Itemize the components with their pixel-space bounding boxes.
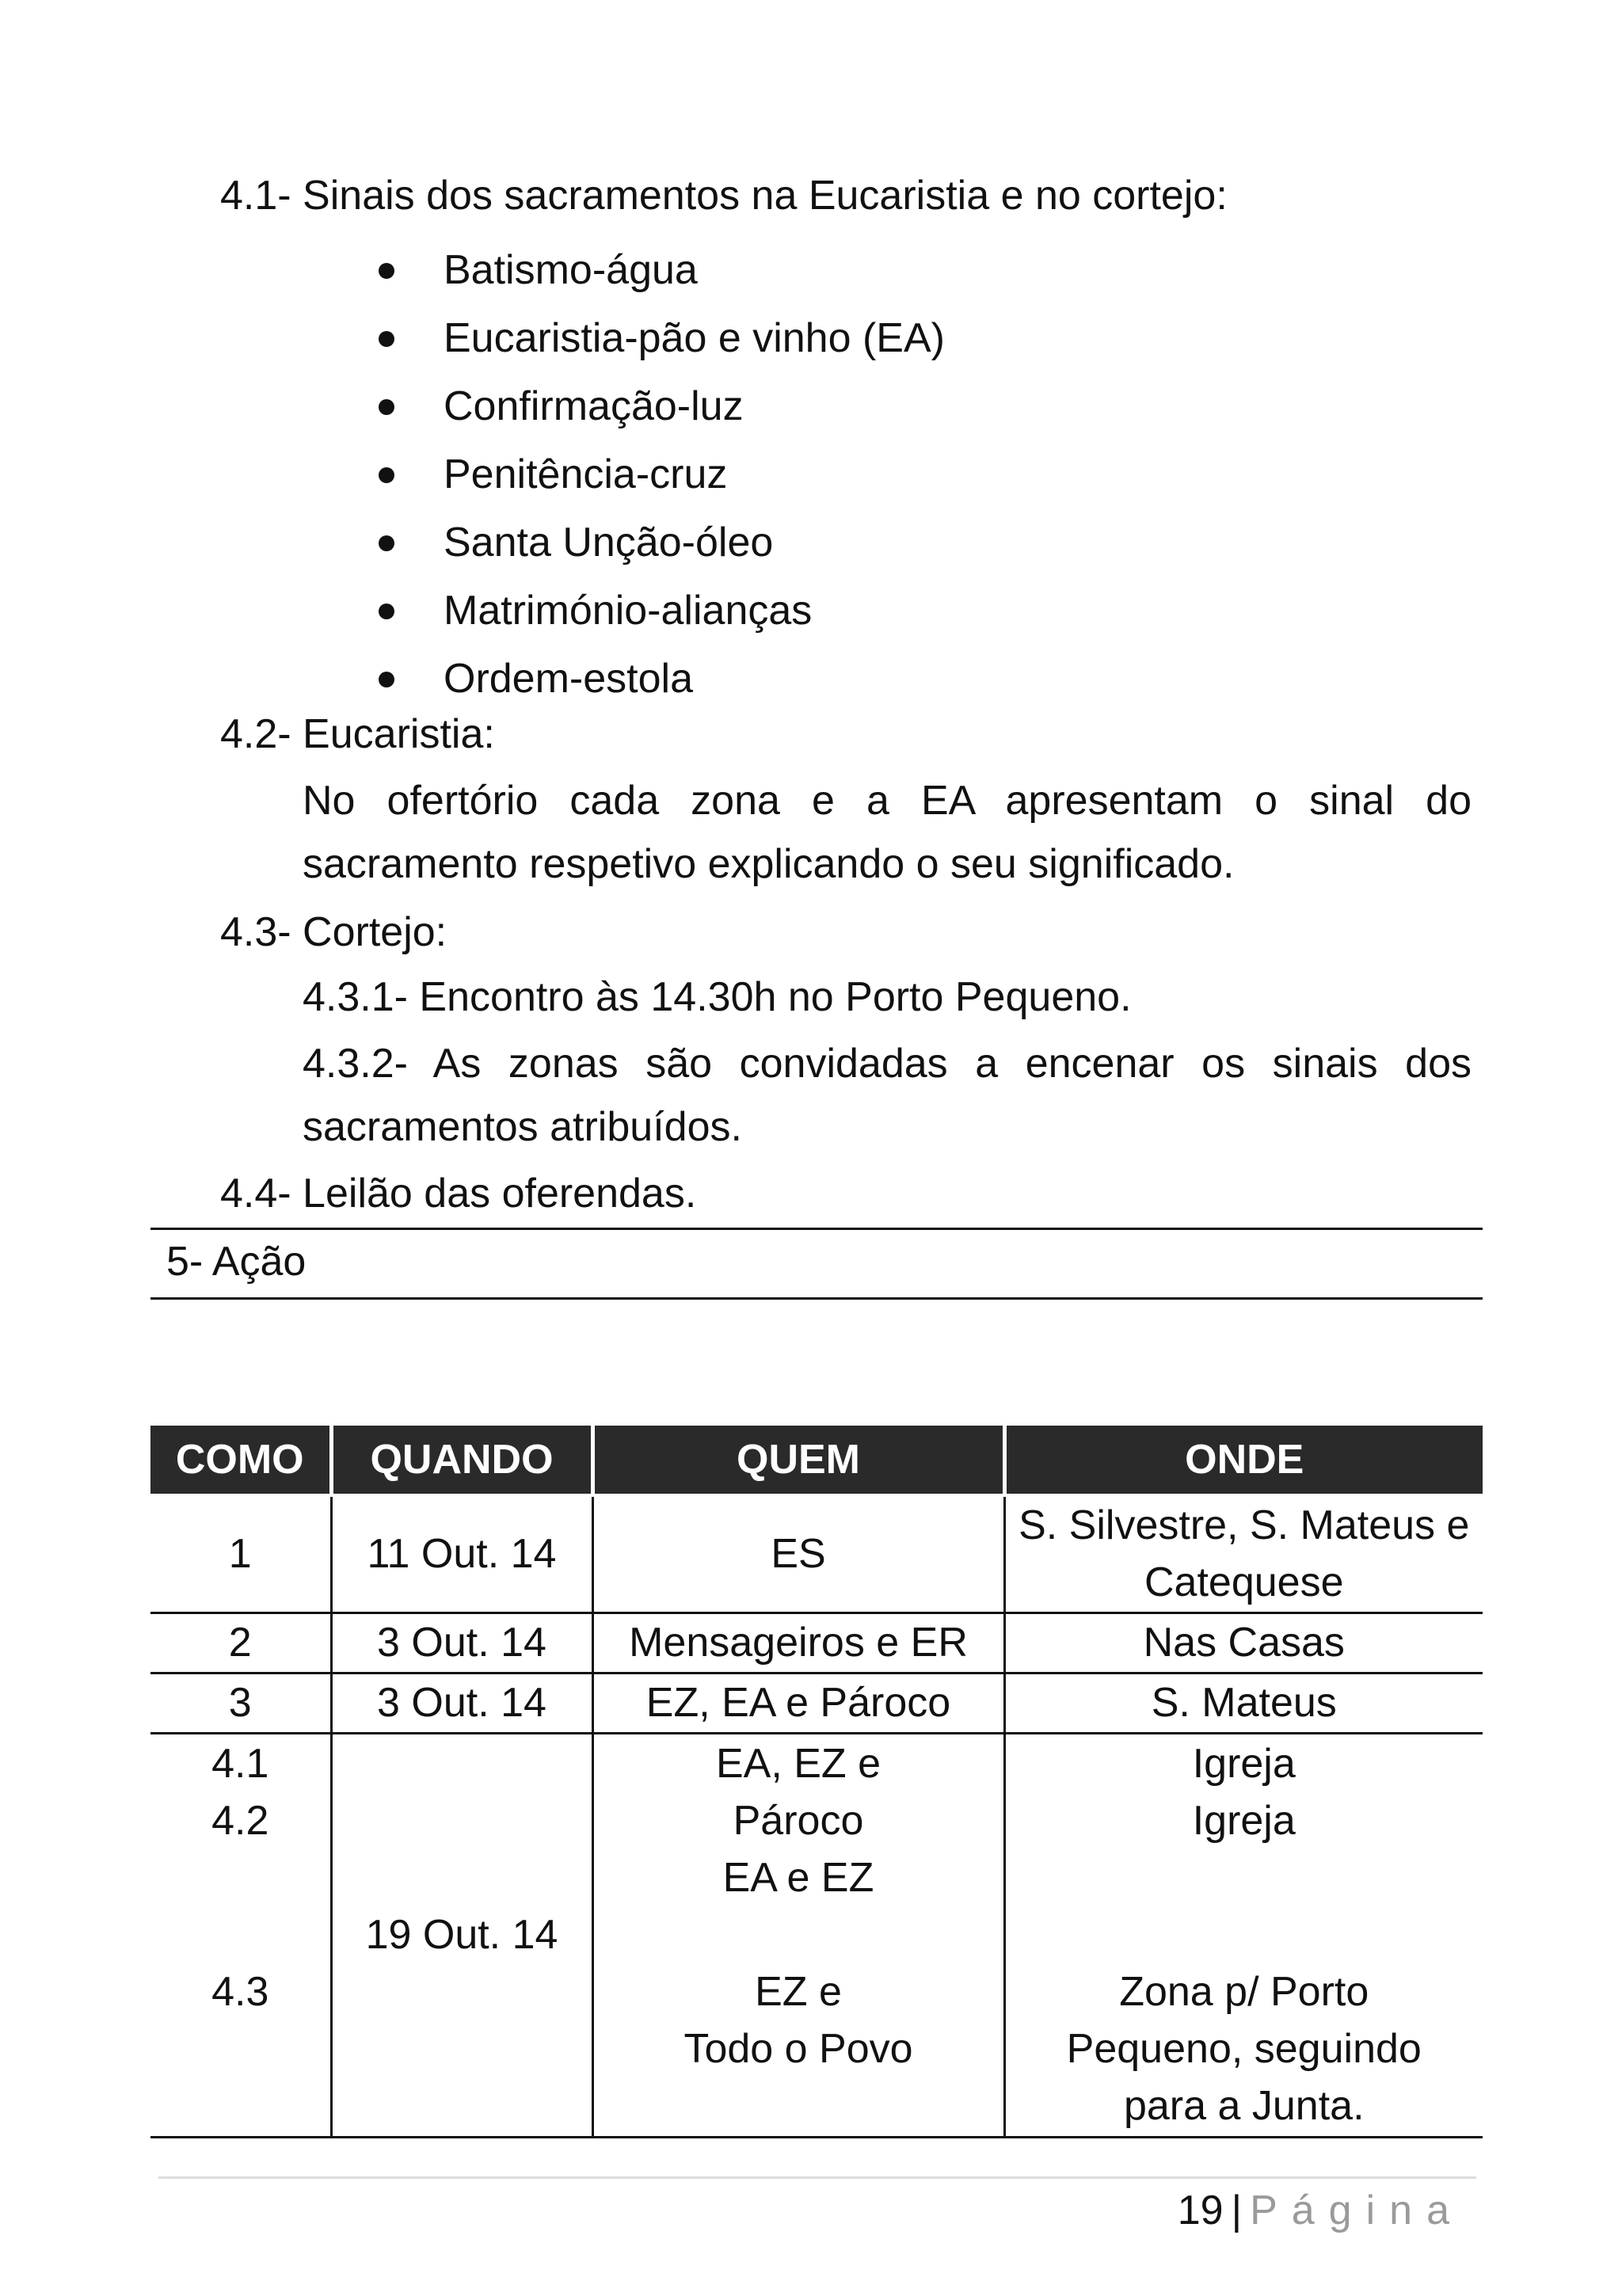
cell-line: Pequeno, seguindo [1066, 2026, 1422, 2072]
bullet-icon [379, 331, 394, 347]
bullet-icon [379, 399, 394, 415]
cell-onde [1004, 1495, 1483, 1613]
cell-line: Igreja [1192, 1798, 1296, 1844]
section-4-3-heading: 4.3- Cortejo: [220, 909, 447, 955]
bullet-icon [379, 535, 394, 551]
cell-line: Zona p/ Porto [1119, 1969, 1369, 2015]
bullet-icon [379, 263, 394, 279]
cell-como [150, 1733, 331, 2137]
divider [150, 1297, 1483, 1300]
page-number: 19 [1177, 2187, 1224, 2233]
table-header-row [150, 1426, 1483, 1495]
cell-onde [1004, 1733, 1483, 2137]
bullet-icon [379, 672, 394, 687]
list-item: Matrimónio-alianças [366, 577, 945, 645]
section-4-1-heading: 4.1- Sinais dos sacramentos na Eucaristia e no cortejo: [220, 173, 1228, 219]
cell-quem: Mensageiros e ER [592, 1613, 1004, 1673]
bullet-icon [379, 604, 394, 619]
cell-onde: Nas Casas [1004, 1613, 1483, 1673]
cell-line [1006, 1906, 1483, 1963]
section-5-heading: 5- Ação [166, 1239, 307, 1285]
cell-como: 1 [150, 1495, 331, 1613]
cell-onde: S. Mateus [1004, 1673, 1483, 1733]
cell-quando: 11 Out. 14 [331, 1495, 592, 1613]
table-row [150, 1495, 1483, 1613]
cell-line [594, 1906, 1003, 1963]
cell-quem: EZ, EA e Pároco [592, 1673, 1004, 1733]
page-footer [1178, 2186, 1464, 2235]
cell-line [150, 1906, 330, 1963]
list-item: Santa Unção-óleo [366, 508, 945, 577]
table-row [150, 1733, 1483, 2137]
footer-separator: | [1231, 2187, 1243, 2233]
cell-como: 2 [228, 1620, 252, 1666]
list-item: Ordem-estola [366, 645, 945, 713]
cell-como: 3 [228, 1680, 252, 1726]
section-4-2-body-line1: No ofertório cada zona e a EA apresentam o sinal do [303, 778, 1472, 824]
table-row [150, 1613, 1483, 1673]
cell-quando: 3 Out. 14 [331, 1613, 592, 1673]
cell-quem: ES [592, 1495, 1004, 1613]
list-item: Penitência-cruz [366, 440, 945, 508]
cell-quando: 3 Out. 14 [331, 1673, 592, 1733]
action-plan-table [150, 1426, 1483, 2138]
cell-line: S. Silvestre, S. Mateus e [1019, 1502, 1470, 1549]
section-4-3-2-line2: sacramentos atribuídos. [303, 1104, 742, 1150]
divider [150, 1228, 1483, 1230]
column-header-quando: QUANDO [331, 1426, 592, 1495]
cell-line: 4.3 [211, 1969, 269, 2015]
cell-line: 4.2 [211, 1798, 269, 1844]
cell-line: para a Junta. [1123, 2083, 1365, 2129]
cell-line [150, 2020, 330, 2077]
list-item: Confirmação-luz [366, 372, 945, 440]
cell-line: Igreja [1192, 1741, 1296, 1787]
table-row [150, 1673, 1483, 1733]
cell-line [150, 2077, 330, 2134]
section-4-3-2-line1: 4.3.2- As zonas são convidadas a encenar os sinais dos [303, 1041, 1472, 1087]
column-header-quem: QUEM [592, 1426, 1004, 1495]
bullet-icon [379, 467, 394, 483]
sacrament-signs-list [366, 236, 945, 713]
cell-line: EA, EZ e [715, 1741, 881, 1787]
cell-quando: 19 Out. 14 [331, 1733, 592, 2137]
cell-line: Todo o Povo [683, 2026, 913, 2072]
cell-line [594, 2077, 1003, 2134]
cell-line: EZ e [755, 1969, 842, 2015]
footer-divider [158, 2176, 1476, 2179]
cell-line: 4.1 [211, 1741, 269, 1787]
section-4-2-body-line2: sacramento respetivo explicando o seu significado. [303, 841, 1235, 887]
list-item: Batismo-água [366, 236, 945, 304]
page-label: Página [1250, 2187, 1464, 2233]
section-4-3-1: 4.3.1- Encontro às 14.30h no Porto Pequeno. [303, 974, 1132, 1020]
cell-line: Pároco [733, 1798, 864, 1844]
section-4-2-heading: 4.2- Eucaristia: [220, 711, 495, 757]
cell-line [150, 1849, 330, 1906]
column-header-onde: ONDE [1004, 1426, 1483, 1495]
cell-line: EA e EZ [722, 1855, 874, 1901]
section-4-4-heading: 4.4- Leilão das oferendas. [220, 1171, 697, 1217]
column-header-como: COMO [150, 1426, 331, 1495]
cell-line [1006, 1849, 1483, 1906]
cell-quem [592, 1733, 1004, 2137]
cell-line: Catequese [1144, 1559, 1344, 1606]
list-item: Eucaristia-pão e vinho (EA) [366, 304, 945, 372]
